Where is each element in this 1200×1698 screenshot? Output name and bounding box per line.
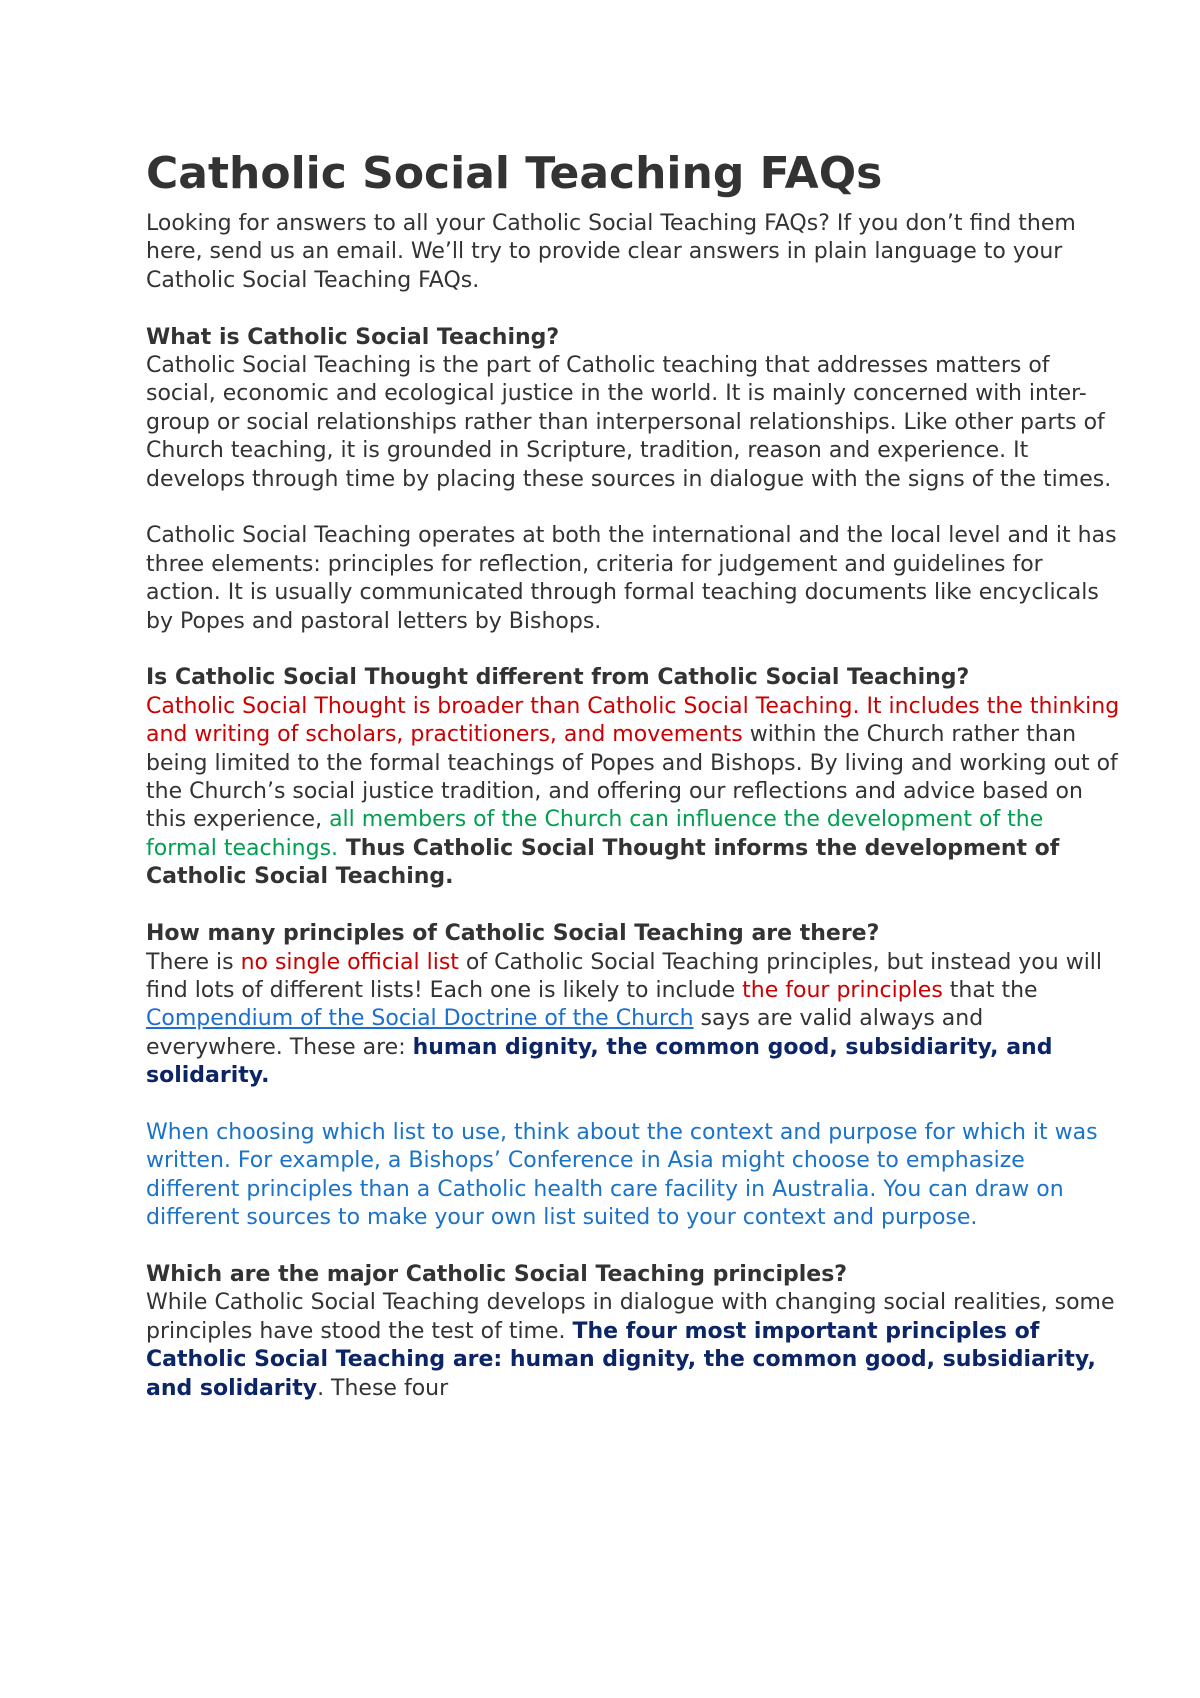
answer-text: There is [146,949,241,975]
answer-text: that the [942,977,1038,1003]
spacer [146,1233,1120,1261]
highlight-navy-text: The four most important principles of Catholic Social Teaching are: human dignity, the common good, subsidiarity, and solidarity [146,1318,1096,1401]
faq-question-how-many-principles: How many principles of Catholic Social Teaching are there? [146,921,880,947]
answer-text: . These four [317,1375,449,1401]
spacer [146,295,1120,323]
answer-text: says are valid always and everywhere. These are: [146,1006,984,1060]
faq-answer-paragraph: Catholic Social Teaching operates at both the international and the local level and it has three elements: principles for reflection, criteria for judgement and guidelines for action. It is usually communicated through formal teaching documents like encyclicals by Popes and pastoral letters by Bishops. [146,523,1117,634]
highlight-navy-text: human dignity, the common good, subsidiarity, and solidarity. [146,1034,1053,1089]
answer-text: within the Church rather than being limited to the formal teachings of Popes and Bishops. By living and working out of the Church’s social justice tradition, and offering our reflections and advice based on this experience, [146,722,1118,833]
spacer [146,494,1120,522]
spacer [146,892,1120,920]
spacer [146,636,1120,664]
answer-text: While Catholic Social Teaching develops in dialogue with changing social realities, some principles have stood the test of time. [146,1290,1115,1344]
bold-text: Thus Catholic Social Thought informs the development of Catholic Social Teaching. [146,835,1060,890]
faq-question-what-is-cst: What is Catholic Social Teaching? [146,324,560,350]
highlight-red-text: no single official list [240,949,459,975]
page-title: Catholic Social Teaching FAQs [146,148,883,199]
highlight-red-text: the four principles [742,977,943,1003]
faq-answer-paragraph: Catholic Social Teaching is the part of Catholic teaching that addresses matters of social, economic and ecological justice in the world. It is mainly concerned with inter-group or social relationships rather than interpersonal relationships. Like other parts of Church teaching, it is grounded in Scripture, tradition, reason and experience. It develops through time by placing these sources in dialogue with the signs of the times. [146,353,1112,492]
faq-answer-paragraph [146,693,1120,892]
spacer [146,1091,1120,1119]
faq-answer-paragraph [146,949,1120,1091]
faq-answer-paragraph [146,1289,1120,1403]
faq-question-major-principles: Which are the major Catholic Social Teaching principles? [146,1261,848,1287]
compendium-link[interactable]: Compendium of the Social Doctrine of the Church [146,1006,694,1032]
answer-text: of Catholic Social Teaching principles, but instead you will find lots of different lists! Each one is likely to include [146,949,1103,1003]
intro-paragraph: Looking for answers to all your Catholic Social Teaching FAQs? If you don’t find them here, send us an email. We’ll try to provide clear answers in plain language to your Catholic Social Teaching FAQs. [146,211,1076,293]
highlight-red-text: Catholic Social Thought is broader than Catholic Social Teaching. It includes the thinking and writing of scholars, practitioners, and movements [146,693,1120,748]
faq-question-cst-vs-thought: Is Catholic Social Thought different from Catholic Social Teaching? [146,665,970,691]
faq-answer-paragraph-blue: When choosing which list to use, think about the context and purpose for which it was written. For example, a Bishops’ Conference in Asia might choose to emphasize different principles than a Catholic health care facility in Australia. You can draw on different sources to make your own list suited to your context and purpose. [146,1119,1098,1231]
highlight-green-text: all members of the Church can influence the development of the formal teachings. [146,807,1044,861]
